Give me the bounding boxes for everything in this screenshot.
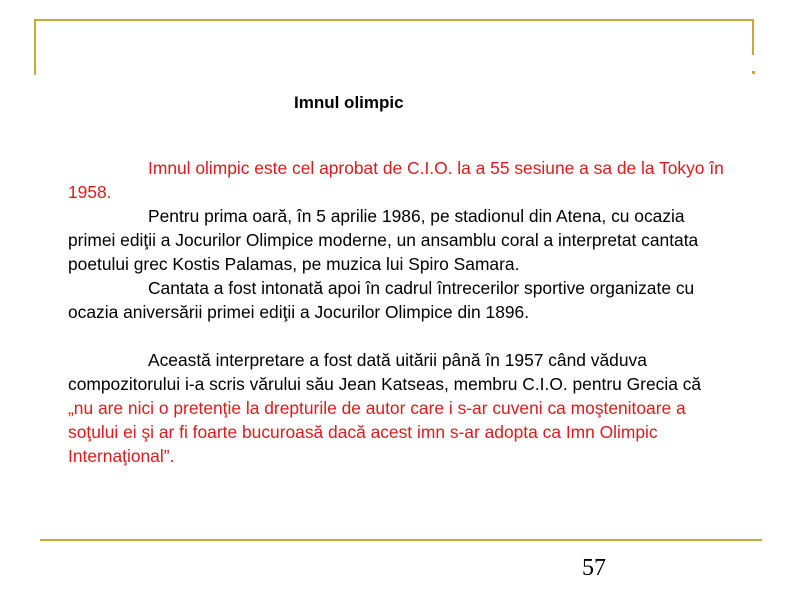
paragraph-widow-letter	[68, 348, 730, 468]
widow-letter-quote: „nu are nici o pretenţie la drepturile de autor care i s-ar cuveni ca moştenitoare a soţului ei şi ar fi foarte bucuroasă dacă acest imn s-ar adopta ca Imn Olimpic Internaţional”.	[68, 398, 686, 466]
paragraph-cio-approval: Imnul olimpic este cel aprobat de C.I.O. la a 55 sesiune a sa de la Tokyo în 1958.	[68, 158, 724, 202]
paragraph-first-performance: Pentru prima oară, în 5 aprilie 1986, pe stadionul din Atena, cu ocazia primei ediţii a Jocurilor Olimpice moderne, un ansamblu coral a interpretat cantata poetului grec Kostis Palamas, pe muzica lui Spiro Samara.	[68, 206, 699, 274]
slide-title: Imnul olimpic	[294, 93, 404, 112]
frame-top-line	[34, 19, 754, 21]
paragraph-cantata: Cantata a fost intonată apoi în cadrul întrecerilor sportive organizate cu ocazia aniversării primei ediţii a Jocurilor Olimpice din 1896.	[68, 278, 695, 322]
widow-letter-text: Această interpretare a fost dată uitării până în 1957 când văduva compozitorului i-a scris vărului său Jean Katseas, membru C.I.O. pentru Grecia că	[68, 350, 702, 394]
page-number: 57	[582, 555, 606, 581]
slide-body	[68, 156, 730, 468]
frame-corner-dot	[752, 71, 755, 74]
frame-right-line	[752, 19, 754, 55]
frame-left-line	[34, 19, 36, 75]
paragraph-spacer	[68, 324, 730, 348]
footer-rule	[40, 539, 762, 541]
